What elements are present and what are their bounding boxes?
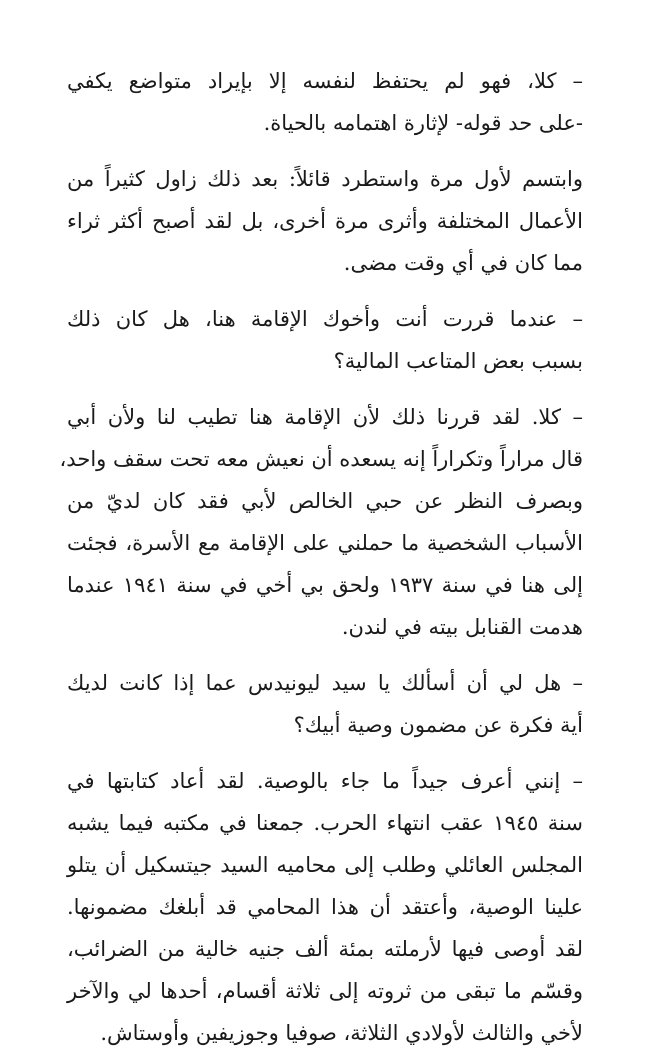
text-line: أية فكرة عن مضمون وصية أبيك؟	[293, 713, 583, 737]
text-line: المجلس العائلي وطلب إلى محاميه السيد جيتسكيل أن يتلو	[67, 853, 583, 877]
text-line: مما كان في أي وقت مضى.	[343, 251, 583, 275]
text-line: سنة ١٩٤٥ عقب انتهاء الحرب. جمعنا في مكتبه فيما يشبه	[67, 811, 583, 835]
text-line: – إنني أعرف جيداً ما جاء بالوصية. لقد أعاد كتابتها في	[67, 769, 583, 793]
text-line: لأخي والثالث لأولادي الثلاثة، صوفيا وجوزيفين وأوستاش.	[100, 1021, 583, 1045]
text-line: وابتسم لأول مرة واستطرد قائلاً: بعد ذلك زاول كثيراً من	[67, 167, 583, 191]
text-line: الأسباب الشخصية ما حملني على الإقامة مع الأسرة، فجئت	[67, 531, 583, 555]
text-line: – كلا. لقد قررنا ذلك لأن الإقامة هنا تطيب لنا ولأن أبي	[67, 405, 583, 429]
text-line: -على حد قوله- لإثارة اهتمامه بالحياة.	[263, 111, 583, 135]
text-line: بسبب بعض المتاعب المالية؟	[333, 349, 583, 373]
paragraph	[67, 60, 583, 144]
text-line: الأعمال المختلفة وأثرى مرة أخرى، بل لقد أصبح أكثر ثراء	[67, 209, 583, 233]
text-line: – هل لي أن أسألك يا سيد ليونيدس عما إذا كانت لديك	[67, 671, 583, 695]
text-line: وبصرف النظر عن حبي الخالص لأبي فقد كان لديّ من	[67, 489, 583, 513]
text-line: – عندما قررت أنت وأخوك الإقامة هنا، هل كان ذلك	[67, 307, 583, 331]
text-line: هدمت القنابل بيته في لندن.	[341, 615, 583, 639]
paragraph	[59, 396, 584, 648]
paragraph	[67, 760, 583, 1054]
text-line: قال مراراً وتكراراً إنه يسعده أن نعيش معه تحت سقف واحد،	[59, 447, 583, 471]
paragraph	[67, 158, 583, 284]
text-line: علينا الوصية، وأعتقد أن هذا المحامي قد أبلغك مضمونها.	[67, 895, 583, 919]
paragraph	[67, 662, 583, 746]
text-line: إلى هنا في سنة ١٩٣٧ ولحق بي أخي في سنة ١٩٤١ عندما	[67, 573, 584, 597]
paragraph	[67, 298, 583, 382]
text-line: لقد أوصى فيها لأرملته بمئة ألف جنيه خالية من الضرائب،	[67, 937, 583, 961]
text-line: وقسّم ما تبقى من ثروته إلى ثلاثة أقسام، أحدها لي والآخر	[67, 979, 583, 1003]
text-line: – كلا، فهو لم يحتفظ لنفسه إلا بإيراد متواضع يكفي	[67, 69, 583, 93]
